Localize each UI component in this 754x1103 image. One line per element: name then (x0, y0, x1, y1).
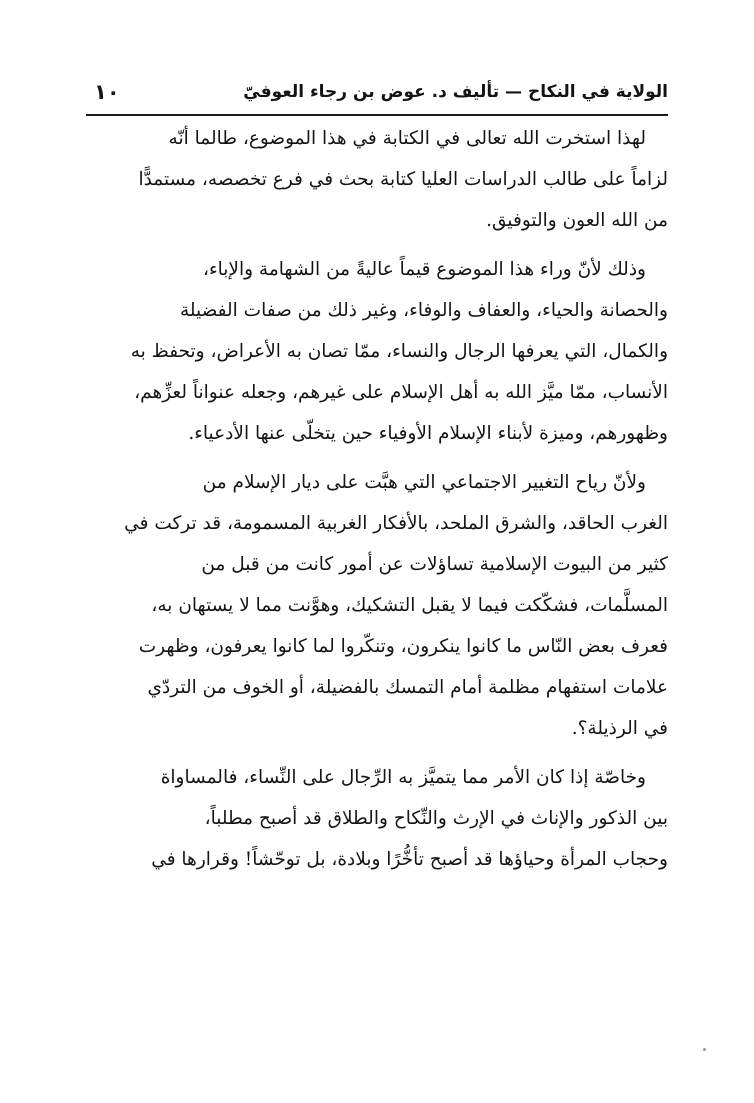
text-line: الغرب الحاقد، والشرق الملحد، بالأفكار الغربية المسمومة، قد تركت في (124, 513, 668, 534)
text-line: الأنساب، ممّا ميَّز الله به أهل الإسلام على غيرهم، وجعله عنواناً لعزِّهم، (134, 382, 668, 403)
paragraph (86, 249, 668, 454)
text-line: وذلك لأنّ وراء هذا الموضوع قيماً عاليةً من الشهامة والإباء، (202, 259, 646, 280)
paragraph (86, 757, 668, 880)
text-line: لزاماً على طالب الدراسات العليا كتابة بحث في فرع تخصصه، مستمدًّا (138, 169, 668, 190)
text-line: والكمال، التي يعرفها الرجال والنساء، ممّا تصان به الأعراض، وتحفظ به (130, 341, 668, 362)
paragraph (86, 462, 668, 749)
text-line: والحصانة والحياء، والعفاف والوفاء، وغير ذلك من صفات الفضيلة (180, 300, 668, 321)
text-line: في الرذيلة؟. (571, 718, 668, 739)
scan-speck (703, 1048, 706, 1051)
text-line: لهذا استخرت الله تعالى في الكتابة في هذا الموضوع، طالما أنّه (168, 128, 646, 149)
header-title: الولاية في النكاح — تأليف د. عوض بن رجاء العوفيّ (243, 82, 668, 102)
text-line: من الله العون والتوفيق. (486, 210, 668, 231)
text-line: وخاصّة إذا كان الأمر مما يتميَّز به الرِّجال على النِّساء، فالمساواة (160, 767, 646, 788)
text-line: كثير من البيوت الإسلامية تساؤلات عن أمور كانت من قبل من (201, 554, 668, 575)
text-line: علامات استفهام مظلمة أمام التمسك بالفضيلة، أو الخوف من التردّي (147, 677, 668, 698)
text-line: ولأنّ رياح التغيير الاجتماعي التي هبَّت على ديار الإسلام من (202, 472, 646, 493)
text-line: فعرف بعض النّاس ما كانوا ينكرون، وتنكّروا لما كانوا يعرفون، وظهرت (138, 636, 668, 657)
paragraph (86, 118, 668, 241)
body-text (86, 118, 668, 880)
running-header (86, 78, 668, 116)
page-number: ١٠ (94, 80, 120, 104)
text-line: وحجاب المرأة وحياؤها قد أصبح تأخُّرًا وبلادة، بل توحّشاً! وقرارها في (151, 849, 668, 870)
text-line: بين الذكور والإناث في الإرث والنِّكاح والطلاق قد أصبح مطلباً، (204, 808, 668, 829)
text-line: المسلَّمات، فشكّكت فيما لا يقبل التشكيك، وهوَّنت مما لا يستهان به، (151, 595, 668, 616)
text-line: وظهورهم، وميزة لأبناء الإسلام الأوفياء حين يتخلّى عنها الأدعياء. (188, 423, 668, 444)
